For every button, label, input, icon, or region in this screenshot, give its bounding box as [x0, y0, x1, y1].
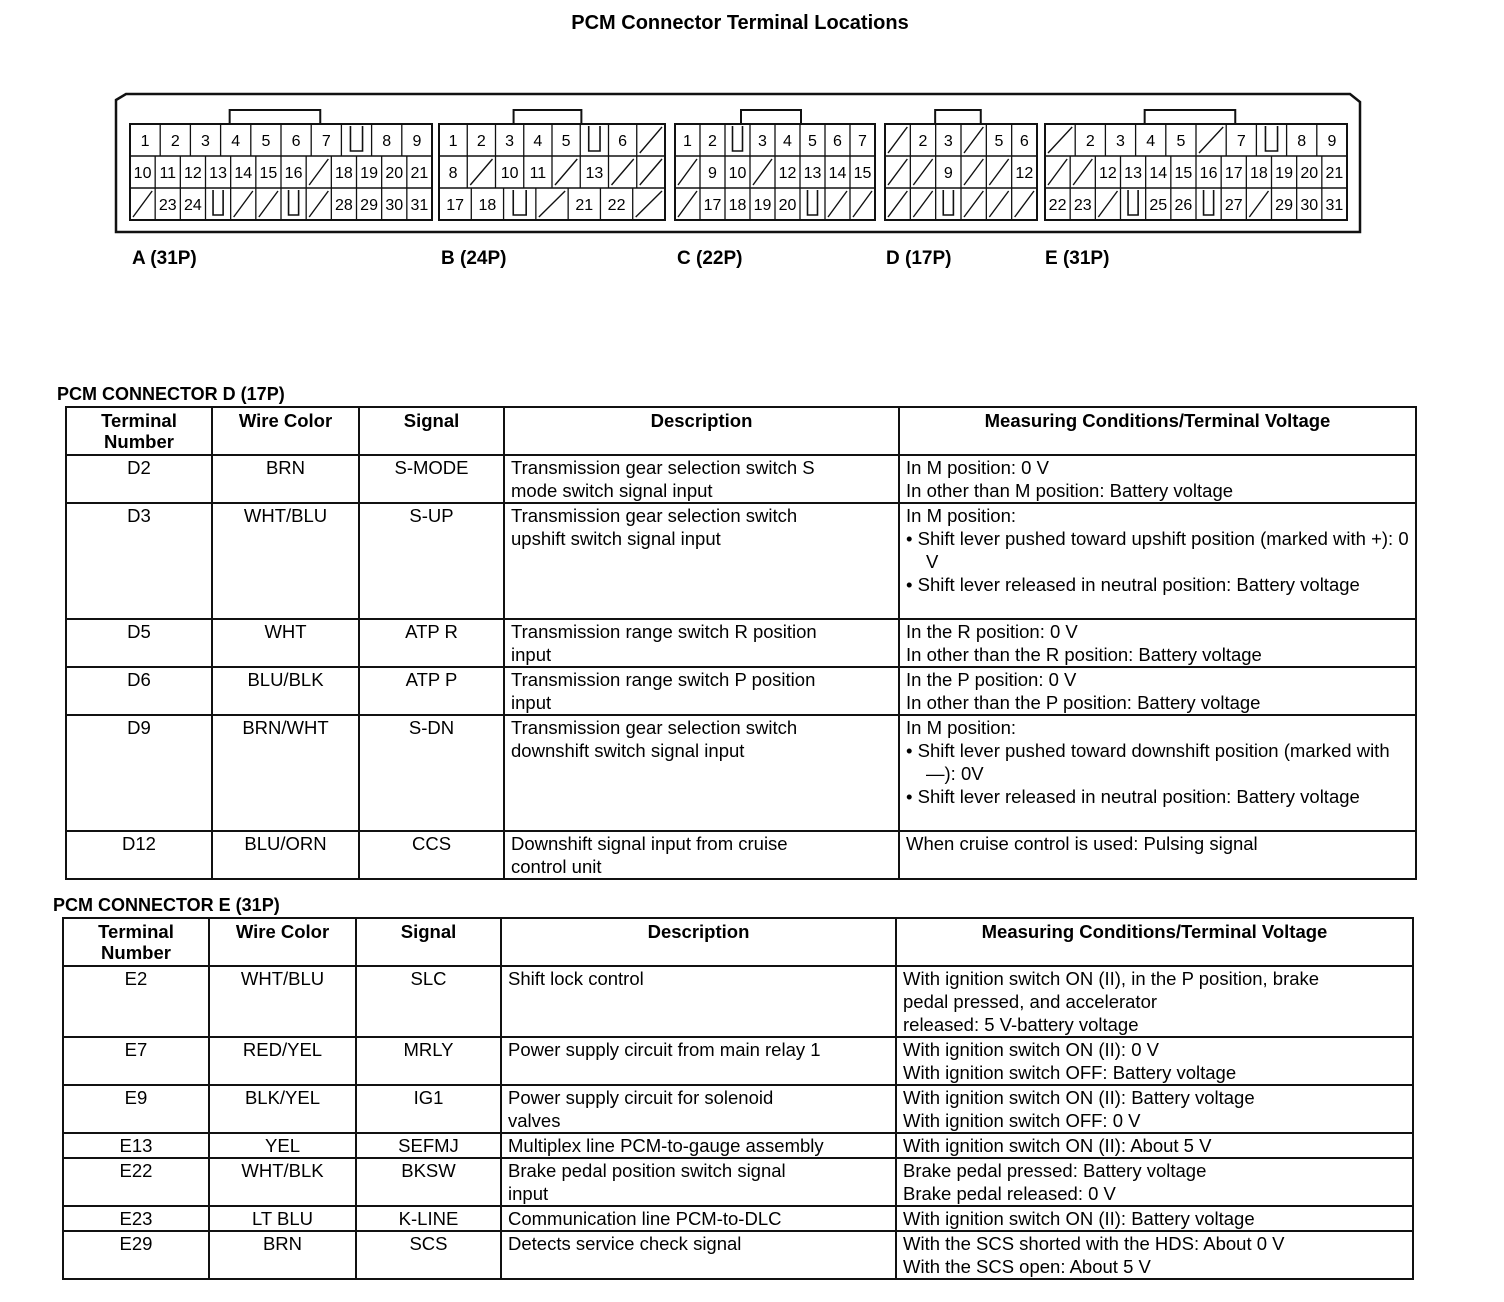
- header-description: Description: [504, 407, 899, 455]
- terminal-pin: 4: [533, 133, 543, 150]
- terminal-pin: 4: [231, 133, 241, 150]
- table-row: [63, 966, 1413, 1037]
- terminal-pin: 16: [284, 165, 303, 182]
- measuring-cell: In the R position: 0 V In other than the R position: Battery voltage: [899, 619, 1416, 667]
- terminal-pin: 27: [1224, 197, 1243, 214]
- table-row: [66, 715, 1416, 831]
- terminal-pin: 16: [1199, 165, 1218, 182]
- terminal-pin: 19: [753, 197, 772, 214]
- empty-cavity: [753, 159, 772, 185]
- empty-cavity: [913, 159, 932, 185]
- empty-cavity: [964, 159, 983, 185]
- terminal-pin: 11: [159, 165, 177, 182]
- terminal-cell: D6: [66, 667, 212, 715]
- wire-color-cell: WHT/BLU: [209, 966, 356, 1037]
- empty-cavity: [234, 191, 253, 217]
- terminal-pin: 21: [575, 197, 594, 214]
- empty-cavity: [636, 191, 662, 217]
- terminal-pin: 17: [446, 197, 465, 214]
- table-row: [66, 667, 1416, 715]
- empty-cavity: [640, 159, 662, 185]
- terminal-pin: 10: [133, 165, 152, 182]
- terminal-pin: 12: [1099, 165, 1117, 182]
- connector-block-b: [439, 110, 665, 220]
- wire-color-cell: WHT/BLK: [209, 1158, 356, 1206]
- connector-label-c: C (22P): [677, 248, 743, 269]
- terminal-pin: 29: [1275, 197, 1293, 214]
- terminal-pin: 31: [1325, 197, 1344, 214]
- description-cell: Brake pedal position switch signal input: [501, 1158, 896, 1206]
- wire-color-cell: BRN: [209, 1231, 356, 1279]
- measuring-cell: When cruise control is used: Pulsing signal: [899, 831, 1416, 879]
- terminal-pin: 9: [412, 133, 422, 150]
- terminal-pin: 7: [321, 133, 331, 150]
- header-terminal: Terminal Number: [63, 918, 209, 966]
- empty-cavity: [1048, 159, 1067, 185]
- lock-notch: [1128, 190, 1138, 215]
- terminal-pin: 1: [448, 133, 458, 150]
- empty-cavity: [259, 191, 278, 217]
- table-row: [66, 619, 1416, 667]
- wire-color-cell: WHT: [212, 619, 359, 667]
- empty-cavity: [1015, 191, 1034, 217]
- terminal-cell: E22: [63, 1158, 209, 1206]
- terminal-pin: 31: [410, 197, 429, 214]
- terminal-cell: D12: [66, 831, 212, 879]
- terminal-pin: 29: [360, 197, 378, 214]
- empty-cavity: [888, 191, 907, 217]
- terminal-pin: 3: [758, 133, 767, 150]
- terminal-pin: 19: [1275, 165, 1293, 182]
- terminal-pin: 12: [1015, 165, 1034, 182]
- lock-notch: [943, 190, 953, 215]
- description-cell: Transmission range switch P position input: [504, 667, 899, 715]
- lock-notch: [289, 190, 299, 215]
- wire-color-cell: BRN: [212, 455, 359, 503]
- connector-label-a: A (31P): [132, 248, 197, 269]
- header-wire-color: Wire Color: [212, 407, 359, 455]
- terminal-pin: 20: [1300, 165, 1319, 182]
- terminal-pin: 6: [291, 133, 301, 150]
- terminal-cell: E7: [63, 1037, 209, 1085]
- measuring-cell: With the SCS shorted with the HDS: About 0 V With the SCS open: About 5 V: [896, 1231, 1413, 1279]
- connector-block-d: [885, 110, 1037, 220]
- description-cell: Transmission gear selection switch S mode switch signal input: [504, 455, 899, 503]
- terminal-pin: 22: [1048, 197, 1067, 214]
- terminal-pin: 5: [561, 133, 571, 150]
- signal-cell: K-LINE: [356, 1206, 501, 1231]
- terminal-pin: 20: [778, 197, 797, 214]
- terminal-pin: 14: [828, 165, 847, 182]
- terminal-pin: 25: [1149, 197, 1168, 214]
- terminal-pin: 15: [259, 165, 278, 182]
- terminal-pin: 1: [683, 133, 692, 150]
- terminal-pin: 13: [803, 165, 822, 182]
- terminal-pin: 10: [728, 165, 747, 182]
- table-d-title: PCM CONNECTOR D (17P): [57, 384, 285, 404]
- terminal-cell: D9: [66, 715, 212, 831]
- lock-notch: [1265, 126, 1277, 151]
- description-cell: Transmission gear selection switch downshift switch signal input: [504, 715, 899, 831]
- terminal-pin: 2: [170, 133, 180, 150]
- terminal-pin: 6: [1019, 133, 1029, 150]
- terminal-pin: 2: [918, 133, 928, 150]
- lock-notch: [213, 190, 223, 215]
- header-measuring: Measuring Conditions/Terminal Voltage: [899, 407, 1416, 455]
- empty-cavity: [1098, 191, 1117, 217]
- measuring-cell: In M position: • Shift lever pushed toward downshift position (marked with —): 0V • Shift lever released in neutral position: Battery voltage: [899, 715, 1416, 831]
- measuring-cell: With ignition switch ON (II): 0 V With ignition switch OFF: Battery voltage: [896, 1037, 1413, 1085]
- measuring-cell: In M position: 0 V In other than M position: Battery voltage: [899, 455, 1416, 503]
- table-header-row: [63, 918, 1413, 966]
- terminal-pin: 21: [410, 165, 429, 182]
- table-row: [66, 831, 1416, 879]
- terminal-pin: 8: [382, 133, 392, 150]
- measuring-cell: In M position: • Shift lever pushed toward upshift position (marked with +): 0 V • Shift lever released in neutral position: Battery voltage: [899, 503, 1416, 619]
- terminal-pin: 13: [585, 165, 604, 182]
- wire-color-cell: BLK/YEL: [209, 1085, 356, 1133]
- terminal-pin: 3: [943, 133, 953, 150]
- wire-color-cell: WHT/BLU: [212, 503, 359, 619]
- terminal-pin: 3: [201, 133, 210, 150]
- wire-color-cell: RED/YEL: [209, 1037, 356, 1085]
- signal-cell: SLC: [356, 966, 501, 1037]
- empty-cavity: [853, 191, 872, 217]
- terminal-pin: 5: [261, 133, 271, 150]
- table-row: [63, 1085, 1413, 1133]
- terminal-pin: 10: [500, 165, 519, 182]
- empty-cavity: [678, 191, 697, 217]
- description-cell: Transmission range switch R position input: [504, 619, 899, 667]
- terminal-cell: E2: [63, 966, 209, 1037]
- empty-cavity: [555, 159, 577, 185]
- measuring-cell: With ignition switch ON (II): Battery voltage: [896, 1206, 1413, 1231]
- terminal-pin: 15: [1174, 165, 1193, 182]
- terminal-cell: E29: [63, 1231, 209, 1279]
- header-measuring: Measuring Conditions/Terminal Voltage: [896, 918, 1413, 966]
- empty-cavity: [133, 191, 152, 217]
- pcm-connector-diagram: [112, 92, 1364, 237]
- measuring-cell: With ignition switch ON (II), in the P position, brake pedal pressed, and accelerator released: 5 V-battery voltage: [896, 966, 1413, 1037]
- description-cell: Shift lock control: [501, 966, 896, 1037]
- table-row: [66, 455, 1416, 503]
- empty-cavity: [1048, 127, 1072, 153]
- terminal-pin: 5: [1176, 133, 1186, 150]
- header-terminal: Terminal Number: [66, 407, 212, 455]
- terminal-pin: 4: [783, 133, 792, 150]
- terminal-pin: 14: [1149, 165, 1168, 182]
- header-signal: Signal: [359, 407, 504, 455]
- terminal-pin: 2: [708, 133, 717, 150]
- terminal-pin: 12: [184, 165, 202, 182]
- table-row: [63, 1158, 1413, 1206]
- signal-cell: CCS: [359, 831, 504, 879]
- terminal-pin: 2: [1085, 133, 1095, 150]
- terminal-pin: 4: [1146, 133, 1156, 150]
- terminal-pin: 30: [1300, 197, 1319, 214]
- measuring-cell: In the P position: 0 V In other than the P position: Battery voltage: [899, 667, 1416, 715]
- terminal-pin: 1: [140, 133, 150, 150]
- table-row: [63, 1231, 1413, 1279]
- terminal-pin: 18: [1250, 165, 1268, 182]
- signal-cell: S-MODE: [359, 455, 504, 503]
- measuring-cell: With ignition switch ON (II): About 5 V: [896, 1133, 1413, 1158]
- empty-cavity: [640, 127, 662, 153]
- terminal-pin: 13: [1124, 165, 1142, 182]
- description-cell: Communication line PCM-to-DLC: [501, 1206, 896, 1231]
- terminal-pin: 13: [209, 165, 227, 182]
- measuring-cell: Brake pedal pressed: Battery voltage Brake pedal released: 0 V: [896, 1158, 1413, 1206]
- terminal-pin: 19: [360, 165, 378, 182]
- empty-cavity: [888, 159, 907, 185]
- description-cell: Multiplex line PCM-to-gauge assembly: [501, 1133, 896, 1158]
- empty-cavity: [612, 159, 634, 185]
- terminal-pin: 9: [1327, 133, 1337, 150]
- terminal-pin: 2: [476, 133, 486, 150]
- empty-cavity: [888, 127, 907, 153]
- header-wire-color: Wire Color: [209, 918, 356, 966]
- terminal-pin: 17: [1224, 165, 1243, 182]
- table-header-row: [66, 407, 1416, 455]
- connector-block-a: [130, 110, 432, 220]
- terminal-pin: 22: [607, 197, 626, 214]
- empty-cavity: [913, 191, 932, 217]
- empty-cavity: [1073, 159, 1092, 185]
- signal-cell: S-DN: [359, 715, 504, 831]
- signal-cell: S-UP: [359, 503, 504, 619]
- terminal-pin: 11: [529, 165, 547, 182]
- table-connector-d: [65, 406, 1417, 880]
- terminal-pin: 3: [1116, 133, 1125, 150]
- terminal-pin: 6: [833, 133, 842, 150]
- terminal-pin: 28: [335, 197, 353, 214]
- description-cell: Detects service check signal: [501, 1231, 896, 1279]
- lock-notch: [589, 126, 600, 151]
- wire-color-cell: BRN/WHT: [212, 715, 359, 831]
- wire-color-cell: LT BLU: [209, 1206, 356, 1231]
- terminal-pin: 6: [618, 133, 628, 150]
- terminal-pin: 8: [1297, 133, 1307, 150]
- connector-block-e: [1045, 110, 1347, 220]
- terminal-pin: 8: [448, 165, 458, 182]
- signal-cell: BKSW: [356, 1158, 501, 1206]
- connector-block-c: [675, 110, 875, 220]
- empty-cavity: [1199, 127, 1223, 153]
- terminal-pin: 5: [994, 133, 1004, 150]
- empty-cavity: [539, 191, 565, 217]
- terminal-pin: 14: [234, 165, 253, 182]
- lock-notch: [733, 126, 743, 151]
- description-cell: Transmission gear selection switch upshift switch signal input: [504, 503, 899, 619]
- empty-cavity: [309, 159, 328, 185]
- terminal-pin: 18: [478, 197, 497, 214]
- terminal-pin: 7: [858, 133, 867, 150]
- wire-color-cell: BLU/ORN: [212, 831, 359, 879]
- connector-label-d: D (17P): [886, 248, 952, 269]
- empty-cavity: [989, 191, 1008, 217]
- terminal-cell: D2: [66, 455, 212, 503]
- lock-notch: [350, 126, 362, 151]
- wire-color-cell: BLU/BLK: [212, 667, 359, 715]
- signal-cell: MRLY: [356, 1037, 501, 1085]
- table-row: [63, 1206, 1413, 1231]
- wire-color-cell: YEL: [209, 1133, 356, 1158]
- terminal-pin: 23: [1073, 197, 1092, 214]
- table-connector-e: [62, 917, 1414, 1280]
- terminal-pin: 17: [703, 197, 722, 214]
- description-cell: Downshift signal input from cruise control unit: [504, 831, 899, 879]
- table-row: [63, 1133, 1413, 1158]
- empty-cavity: [678, 159, 697, 185]
- terminal-pin: 3: [505, 133, 515, 150]
- terminal-pin: 12: [778, 165, 797, 182]
- lock-notch: [513, 190, 526, 215]
- empty-cavity: [828, 191, 847, 217]
- empty-cavity: [309, 191, 328, 217]
- terminal-pin: 18: [728, 197, 747, 214]
- table-row: [66, 503, 1416, 619]
- signal-cell: SEFMJ: [356, 1133, 501, 1158]
- terminal-cell: D5: [66, 619, 212, 667]
- empty-cavity: [470, 159, 492, 185]
- terminal-cell: E23: [63, 1206, 209, 1231]
- terminal-pin: 5: [808, 133, 817, 150]
- signal-cell: ATP R: [359, 619, 504, 667]
- signal-cell: IG1: [356, 1085, 501, 1133]
- empty-cavity: [1249, 191, 1268, 217]
- terminal-pin: 20: [385, 165, 404, 182]
- empty-cavity: [964, 191, 983, 217]
- terminal-pin: 9: [708, 165, 717, 182]
- empty-cavity: [989, 159, 1008, 185]
- connector-label-b: B (24P): [441, 248, 507, 269]
- empty-cavity: [964, 127, 983, 153]
- description-cell: Power supply circuit for solenoid valves: [501, 1085, 896, 1133]
- terminal-pin: 7: [1236, 133, 1246, 150]
- connector-label-e: E (31P): [1045, 248, 1110, 269]
- terminal-cell: E9: [63, 1085, 209, 1133]
- signal-cell: ATP P: [359, 667, 504, 715]
- terminal-pin: 18: [335, 165, 353, 182]
- terminal-pin: 24: [184, 197, 202, 214]
- header-description: Description: [501, 918, 896, 966]
- terminal-cell: D3: [66, 503, 212, 619]
- table-row: [63, 1037, 1413, 1085]
- terminal-pin: 15: [853, 165, 872, 182]
- terminal-pin: 26: [1174, 197, 1193, 214]
- terminal-pin: 21: [1325, 165, 1344, 182]
- description-cell: Power supply circuit from main relay 1: [501, 1037, 896, 1085]
- terminal-pin: 30: [385, 197, 404, 214]
- header-signal: Signal: [356, 918, 501, 966]
- signal-cell: SCS: [356, 1231, 501, 1279]
- terminal-pin: 9: [943, 165, 953, 182]
- lock-notch: [808, 190, 818, 215]
- measuring-cell: With ignition switch ON (II): Battery voltage With ignition switch OFF: 0 V: [896, 1085, 1413, 1133]
- table-e-title: PCM CONNECTOR E (31P): [53, 895, 280, 915]
- lock-notch: [1204, 190, 1214, 215]
- page-title: PCM Connector Terminal Locations: [571, 12, 909, 34]
- terminal-cell: E13: [63, 1133, 209, 1158]
- terminal-pin: 23: [158, 197, 177, 214]
